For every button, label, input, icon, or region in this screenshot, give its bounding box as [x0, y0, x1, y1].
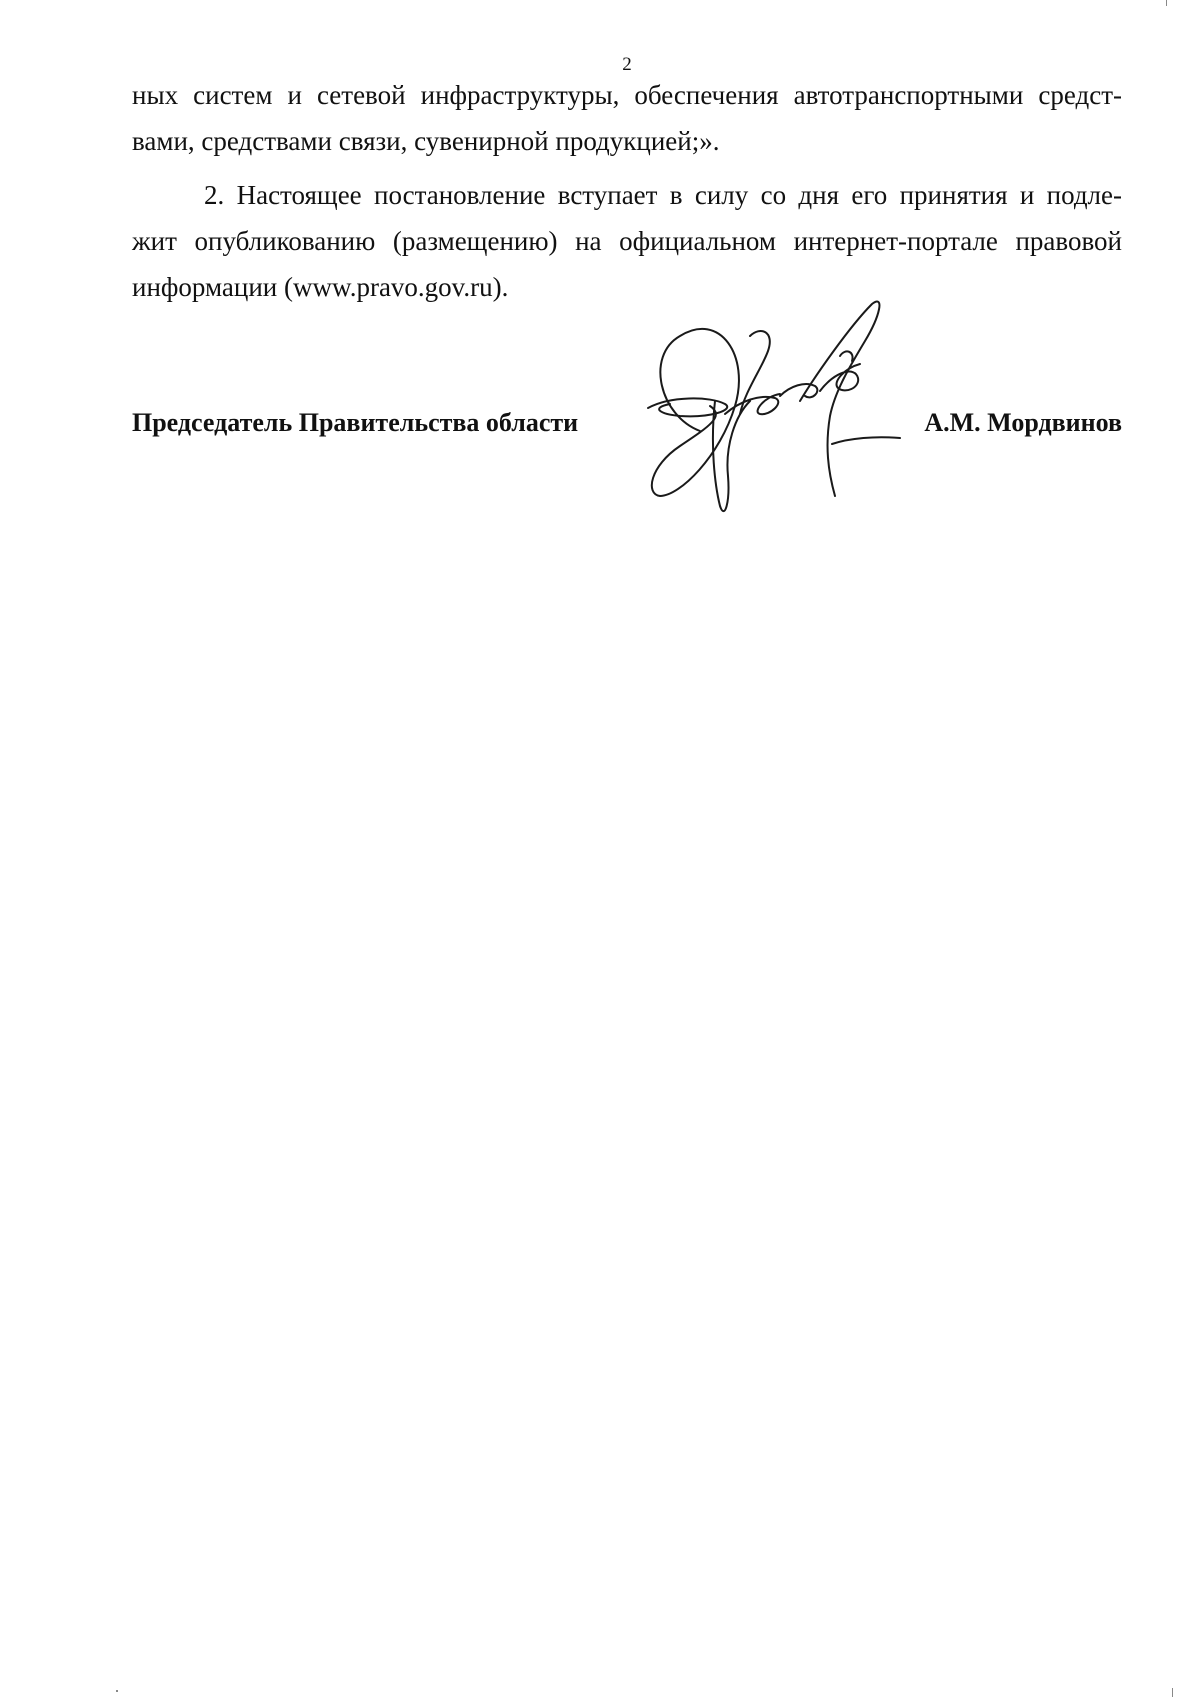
scan-artifact	[116, 1690, 118, 1692]
signatory-title: Председатель Правительства области	[132, 408, 579, 437]
paragraph-line: информации (www.pravo.gov.ru).	[132, 272, 509, 302]
paragraph-effective-date	[132, 172, 1122, 310]
paragraph-line: вами, средствами связи, сувенирной продукцией;».	[132, 126, 720, 156]
signatory-name: А.М. Мордвинов	[924, 408, 1122, 437]
paragraph-line: ных систем и сетевой инфраструктуры, обеспечения автотранспортными средст-	[132, 80, 1122, 110]
paragraph-line: 2. Настоящее постановление вступает в силу со дня его принятия и подле-	[204, 180, 1122, 210]
scan-artifact	[1166, 0, 1167, 6]
page-number: 2	[622, 54, 632, 75]
paragraph-line: жит опубликованию (размещению) на официальном интернет-портале правовой	[132, 226, 1122, 256]
paragraph-continuation	[132, 72, 1122, 164]
signature-block	[132, 408, 1122, 456]
scan-artifact	[1172, 1688, 1173, 1697]
